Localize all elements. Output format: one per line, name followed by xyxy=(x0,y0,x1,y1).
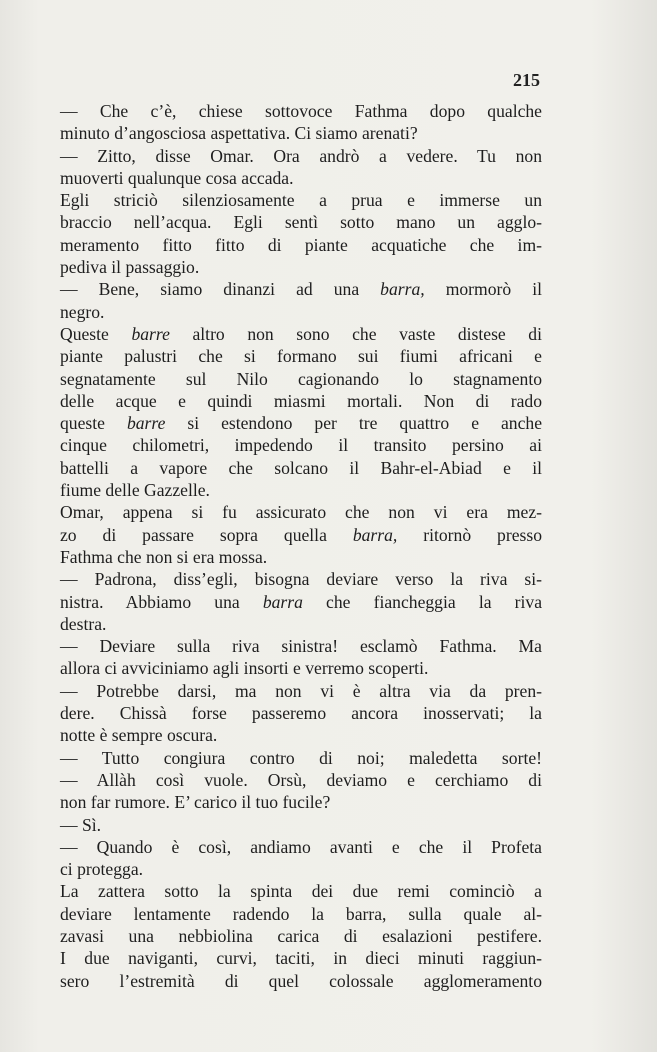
text-line xyxy=(60,836,542,858)
text-segment: — Padrona, diss’egli, bisogna deviare verso la riva si- xyxy=(60,569,542,590)
text-segment: segnatamente sul Nilo cagionando lo stagnamento xyxy=(60,368,542,389)
text-line xyxy=(60,635,542,657)
text-segment: destra. xyxy=(60,613,107,634)
italic-term: barra xyxy=(262,591,303,612)
italic-term: barra, xyxy=(380,279,425,300)
text-line xyxy=(60,925,542,947)
text-segment: — Quando è così, andiamo avanti e che il Profeta xyxy=(60,836,542,857)
text-line xyxy=(60,256,542,278)
text-segment: — Potrebbe darsi, ma non vi è altra via da pren- xyxy=(60,680,542,701)
text-line xyxy=(60,501,542,523)
text-line xyxy=(60,457,542,479)
text-segment: — Allàh così vuole. Orsù, deviamo e cerchiamo di xyxy=(60,769,542,790)
text-segment: non far rumore. E’ carico il tuo fucile? xyxy=(60,792,331,813)
text-segment: ritornò presso xyxy=(397,524,542,545)
text-line xyxy=(60,234,542,256)
text-segment: muoverti qualunque cosa accada. xyxy=(60,167,294,188)
text-segment: — Zitto, disse Omar. Ora andrò a vedere. Tu non xyxy=(60,145,542,166)
text-segment: mormorò il xyxy=(424,279,542,300)
text-segment: nistra. Abbiamo una xyxy=(60,591,263,612)
text-segment: I due naviganti, curvi, taciti, in dieci minuti raggiun- xyxy=(60,948,542,969)
text-line xyxy=(60,301,542,323)
text-line xyxy=(60,390,542,412)
text-segment: zo di passare sopra quella xyxy=(60,524,353,545)
text-line xyxy=(60,546,542,568)
text-line xyxy=(60,345,542,367)
body-text xyxy=(60,100,542,992)
text-segment: si estendono per tre quattro e anche xyxy=(165,413,542,434)
text-segment: — Bene, siamo dinanzi ad una xyxy=(60,279,381,300)
text-line xyxy=(60,724,542,746)
text-line xyxy=(60,323,542,345)
text-segment: minuto d’angosciosa aspettativa. Ci siamo arenati? xyxy=(60,123,418,144)
text-line xyxy=(60,970,542,992)
text-segment: meramento fitto fitto di piante acquatiche che im- xyxy=(60,234,542,255)
text-line xyxy=(60,747,542,769)
text-segment: delle acque e quindi miasmi mortali. Non di rado xyxy=(60,390,542,411)
page-number: 215 xyxy=(513,70,540,90)
text-segment: dere. Chissà forse passeremo ancora inosservati; la xyxy=(60,703,542,724)
text-segment: — Sì. xyxy=(60,814,102,835)
text-segment: allora ci avviciniamo agli insorti e verremo scoperti. xyxy=(60,658,429,679)
text-segment: Fathma che non si era mossa. xyxy=(60,546,268,567)
text-line xyxy=(60,524,542,546)
text-line xyxy=(60,814,542,836)
text-line xyxy=(60,657,542,679)
text-segment: cinque chilometri, impedendo il transito persino ai xyxy=(60,435,542,456)
text-segment: negro. xyxy=(60,301,105,322)
text-segment: piante palustri che si formano sui fiumi africani e xyxy=(60,346,542,367)
text-segment: — Che c’è, chiese sottovoce Fathma dopo qualche xyxy=(60,101,542,121)
text-line xyxy=(60,167,542,189)
text-segment: queste xyxy=(60,413,127,434)
text-line xyxy=(60,947,542,969)
text-line xyxy=(60,903,542,925)
text-segment: La zattera sotto la spinta dei due remi cominciò a xyxy=(60,881,542,902)
text-line xyxy=(60,880,542,902)
text-segment: ci protegga. xyxy=(60,859,144,880)
text-segment: — Deviare sulla riva sinistra! esclamò Fathma. Ma xyxy=(60,636,542,657)
text-line xyxy=(60,122,542,144)
text-line xyxy=(60,100,542,122)
text-segment: — Tutto congiura contro di noi; maledetta sorte! xyxy=(60,747,542,768)
text-line xyxy=(60,568,542,590)
italic-term: barre xyxy=(131,323,170,344)
text-line xyxy=(60,211,542,233)
text-line xyxy=(60,702,542,724)
text-segment: che fiancheggia la riva xyxy=(302,591,543,612)
text-segment: Egli striciò silenziosamente a prua e immerse un xyxy=(60,190,542,211)
text-segment: zavasi una nebbiolina carica di esalazioni pestifere. xyxy=(60,925,542,946)
text-line xyxy=(60,479,542,501)
text-line xyxy=(60,591,542,613)
italic-term: barra, xyxy=(352,524,398,545)
text-line xyxy=(60,278,542,300)
text-line xyxy=(60,791,542,813)
text-segment: Queste xyxy=(60,323,132,344)
text-segment: battelli a vapore che solcano il Bahr-el-Abiad e il xyxy=(60,457,542,478)
text-segment: braccio nell’acqua. Egli sentì sotto mano un agglo- xyxy=(60,212,542,233)
italic-term: barre xyxy=(126,413,166,434)
text-line xyxy=(60,412,542,434)
text-line xyxy=(60,145,542,167)
text-line xyxy=(60,769,542,791)
text-line xyxy=(60,368,542,390)
text-line xyxy=(60,434,542,456)
text-segment: Omar, appena si fu assicurato che non vi era mez- xyxy=(60,502,542,523)
text-segment: pediva il passaggio. xyxy=(60,257,200,278)
text-line xyxy=(60,858,542,880)
text-line xyxy=(60,189,542,211)
text-segment: fiume delle Gazzelle. xyxy=(60,480,210,501)
text-line xyxy=(60,680,542,702)
text-segment: altro non sono che vaste distese di xyxy=(169,323,542,344)
text-segment: notte è sempre oscura. xyxy=(60,725,218,746)
text-segment: sero l’estremità di quel colossale agglomeramento xyxy=(60,970,542,991)
text-line xyxy=(60,613,542,635)
text-segment: deviare lentamente radendo la barra, sulla quale al- xyxy=(60,903,542,924)
